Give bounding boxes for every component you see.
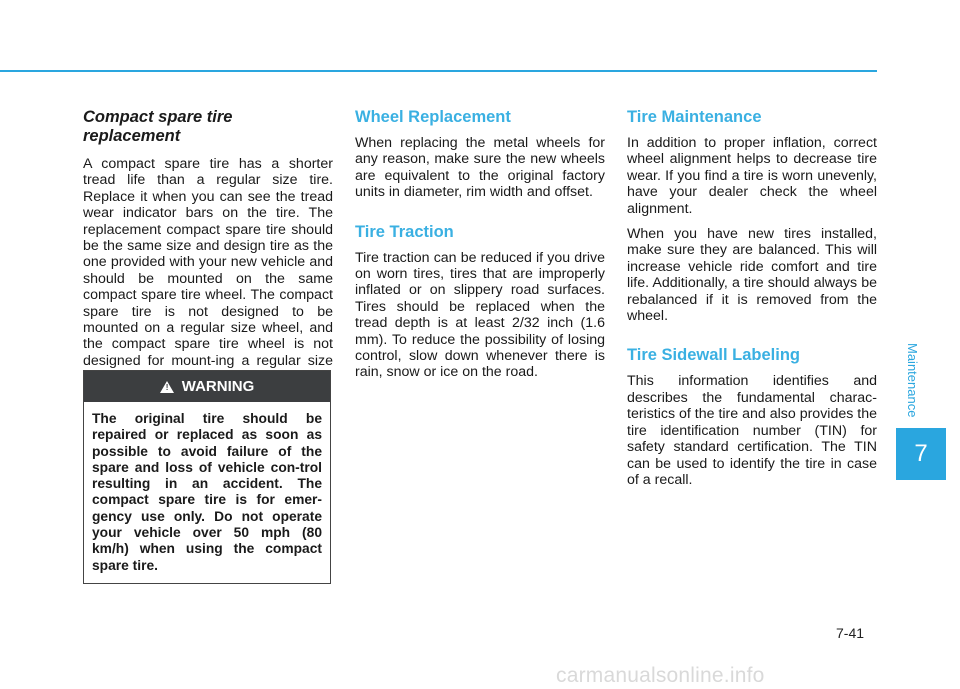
tire-traction-paragraph: Tire traction can be reduced if you drive on worn tires, tires that are improperly inflated or on slippery road surfaces. Tires should be replaced when the tread depth is at least 2/32 inch (1.6 mm). To reduce the possibility of losing control, slow down whenever there is rain, snow or ice on the road. (355, 249, 605, 381)
tire-traction-heading: Tire Traction (355, 222, 454, 241)
warning-label: WARNING (181, 378, 255, 395)
tire-maintenance-paragraph-1: In addition to proper inflation, correct wheel alignment helps to decrease tire wear. If you find a tire is worn unevenly, have your dealer check the wheel alignment. (627, 135, 877, 217)
top-rule (0, 70, 877, 72)
warning-header (84, 371, 330, 402)
footer-watermark-url: carmanualsonline.info (556, 664, 765, 687)
tire-maintenance-paragraph-2: When you have new tires installed, make sure they are balanced. This will increase vehicle ride comfort and tire life. Additionally, a tire should always be rebalanced if it is removed from the wheel. (627, 226, 877, 325)
wheel-replacement-paragraph: When replacing the metal wheels for any reason, make sure the new wheels are equivalent to the original factory units in diameter, rim width and offset. (355, 135, 605, 201)
tire-sidewall-heading: Tire Sidewall Labeling (627, 346, 800, 365)
compact-spare-heading: Compact spare tire replacement (83, 108, 233, 145)
chapter-tab: 7 (896, 428, 946, 480)
section-side-label (906, 343, 920, 423)
warning-text: The original tire should be repaired or replaced as soon as possible to avoid failure of the spare and loss of vehicle con-trol resulting in an accident. The compact spare tire is for emer-gency use only. Do not operate your vehicle over 50 mph (80 km/h) when using the compact spare tire. (92, 411, 322, 573)
page-number: 7-41 (836, 625, 865, 641)
column-right (627, 108, 877, 497)
compact-spare-paragraph: A compact spare tire has a shorter tread life than a regular size tire. Replace it when you can see the tread wear indicator bars on the tire. The replacement compact spare tire should be the same size and design tire as the one provided with your new vehicle and should be mounted on the same compact spare tire wheel. The compact spare tire is not designed to be mounted on a regular size wheel, and the compact spare tire wheel is not designed for mount-ing a regular size (83, 156, 333, 369)
tire-maintenance-heading: Tire Maintenance (627, 108, 762, 126)
warning-triangle-icon: ! (160, 381, 174, 393)
section-label-text: Maintenance (905, 343, 920, 418)
wheel-replacement-heading: Wheel Replacement (355, 108, 511, 126)
column-left (83, 108, 333, 395)
column-middle (355, 108, 605, 390)
warning-box (83, 370, 331, 584)
tire-sidewall-paragraph: This information identifies and describes the fundamental charac-teristics of the tire and also provides the tire identification number (TIN) for safety standard certification. The TIN can be used to identify the tire in case of a recall. (627, 373, 877, 488)
